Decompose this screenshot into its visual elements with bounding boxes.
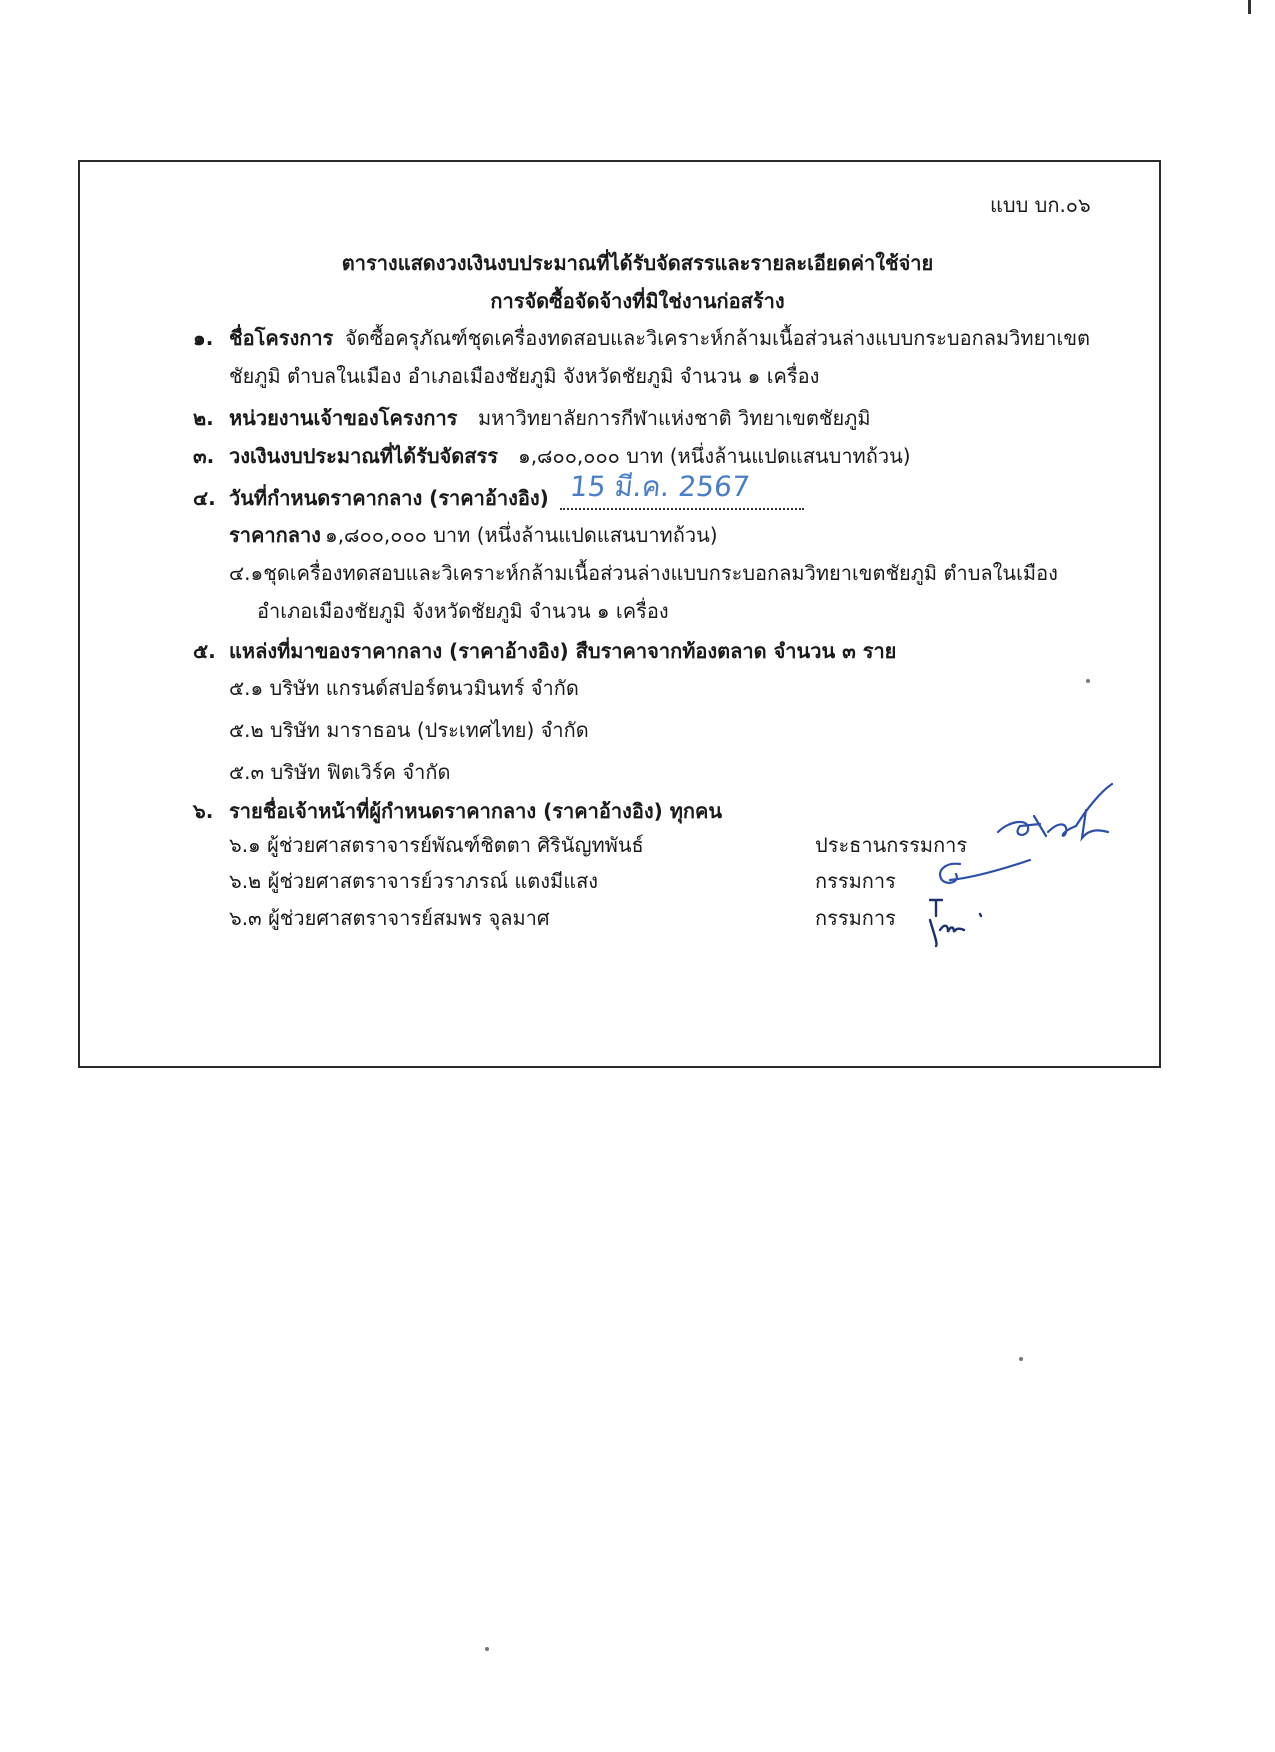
section1-text-1: จัดซื้อครุภัณฑ์ชุดเครื่องทดสอบและวิเคราะห์กล้ามเนื้อส่วนล่างแบบกระบอกลมวิทยาเขต [345, 326, 1091, 350]
section4-item-line-1: ๔.๑ชุดเครื่องทดสอบและวิเคราะห์กล้ามเนื้อส่วนล่างแบบกระบอกลมวิทยาเขตชัยภูมิ ตำบลในเมือง [229, 561, 1058, 585]
scan-edge-mark [1248, 0, 1251, 14]
section1-number: ๑. [193, 326, 214, 350]
section6-number: ๖. [193, 799, 214, 823]
signature-chairman [990, 780, 1130, 850]
member-3-name: ๖.๓ ผู้ช่วยศาสตราจารย์สมพร จุลมาศ [229, 906, 550, 930]
section2-number: ๒. [193, 406, 214, 430]
section4-item-line-2: อำเภอเมืองชัยภูมิ จังหวัดชัยภูมิ จำนวน ๑ เครื่อง [257, 599, 669, 623]
price-label: ราคากลาง [229, 523, 321, 547]
source-item-2: ๕.๒ บริษัท มาราธอน (ประเทศไทย) จำกัด [229, 718, 589, 742]
section1-label: ชื่อโครงการ [229, 326, 334, 350]
section1-text-2: ชัยภูมิ ตำบลในเมือง อำเภอเมืองชัยภูมิ จังหวัดชัยภูมิ จำนวน ๑ เครื่อง [229, 364, 820, 388]
section4-number: ๔. [193, 486, 216, 510]
scan-speck [1086, 679, 1090, 683]
section3-text: ๑,๘๐๐,๐๐๐ บาท (หนึ่งล้านแปดแสนบาทถ้วน) [518, 444, 911, 468]
handwritten-date: 15 มี.ค. 2567 [568, 470, 752, 503]
scan-speck [1019, 1357, 1023, 1361]
date-dotted-line [560, 508, 804, 510]
section3-label: วงเงินงบประมาณที่ได้รับจัดสรร [229, 444, 498, 468]
member-3-role: กรรมการ [815, 906, 896, 930]
form-code: แบบ บก.๐๖ [990, 193, 1091, 217]
section3-number: ๓. [193, 444, 215, 468]
member-1-role: ประธานกรรมการ [815, 833, 968, 857]
signature-member-3 [920, 890, 1000, 950]
section2-label: หน่วยงานเจ้าของโครงการ [229, 406, 458, 430]
section4-label: วันที่กำหนดราคากลาง (ราคาอ้างอิง) [229, 486, 549, 510]
title-line-1: ตารางแสดงวงเงินงบประมาณที่ได้รับจัดสรรและรายละเอียดค่าใช้จ่าย [341, 251, 934, 275]
section5-number: ๕. [193, 639, 216, 663]
source-item-1: ๕.๑ บริษัท แกรนด์สปอร์ตนวมินทร์ จำกัด [229, 676, 579, 700]
member-1-name: ๖.๑ ผู้ช่วยศาสตราจารย์พัณฑ์ชิตตา ศิรินัญทพันธ์ [229, 833, 644, 857]
title-line-2: การจัดซื้อจัดจ้างที่มิใช่งานก่อสร้าง [490, 289, 785, 313]
member-2-name: ๖.๒ ผู้ช่วยศาสตราจารย์วราภรณ์ แตงมีแสง [229, 869, 599, 893]
scan-speck [485, 1647, 489, 1651]
section2-text: มหาวิทยาลัยการกีฬาแห่งชาติ วิทยาเขตชัยภูมิ [478, 406, 871, 430]
source-item-3: ๕.๓ บริษัท ฟิตเวิร์ค จำกัด [229, 760, 451, 784]
section5-label: แหล่งที่มาของราคากลาง (ราคาอ้างอิง) สืบราคาจากท้องตลาด จำนวน ๓ ราย [229, 639, 897, 663]
member-2-role: กรรมการ [815, 869, 896, 893]
price-text: ๑,๘๐๐,๐๐๐ บาท (หนึ่งล้านแปดแสนบาทถ้วน) [325, 523, 718, 547]
section6-label: รายชื่อเจ้าหน้าที่ผู้กำหนดราคากลาง (ราคาอ้างอิง) ทุกคน [229, 799, 723, 823]
